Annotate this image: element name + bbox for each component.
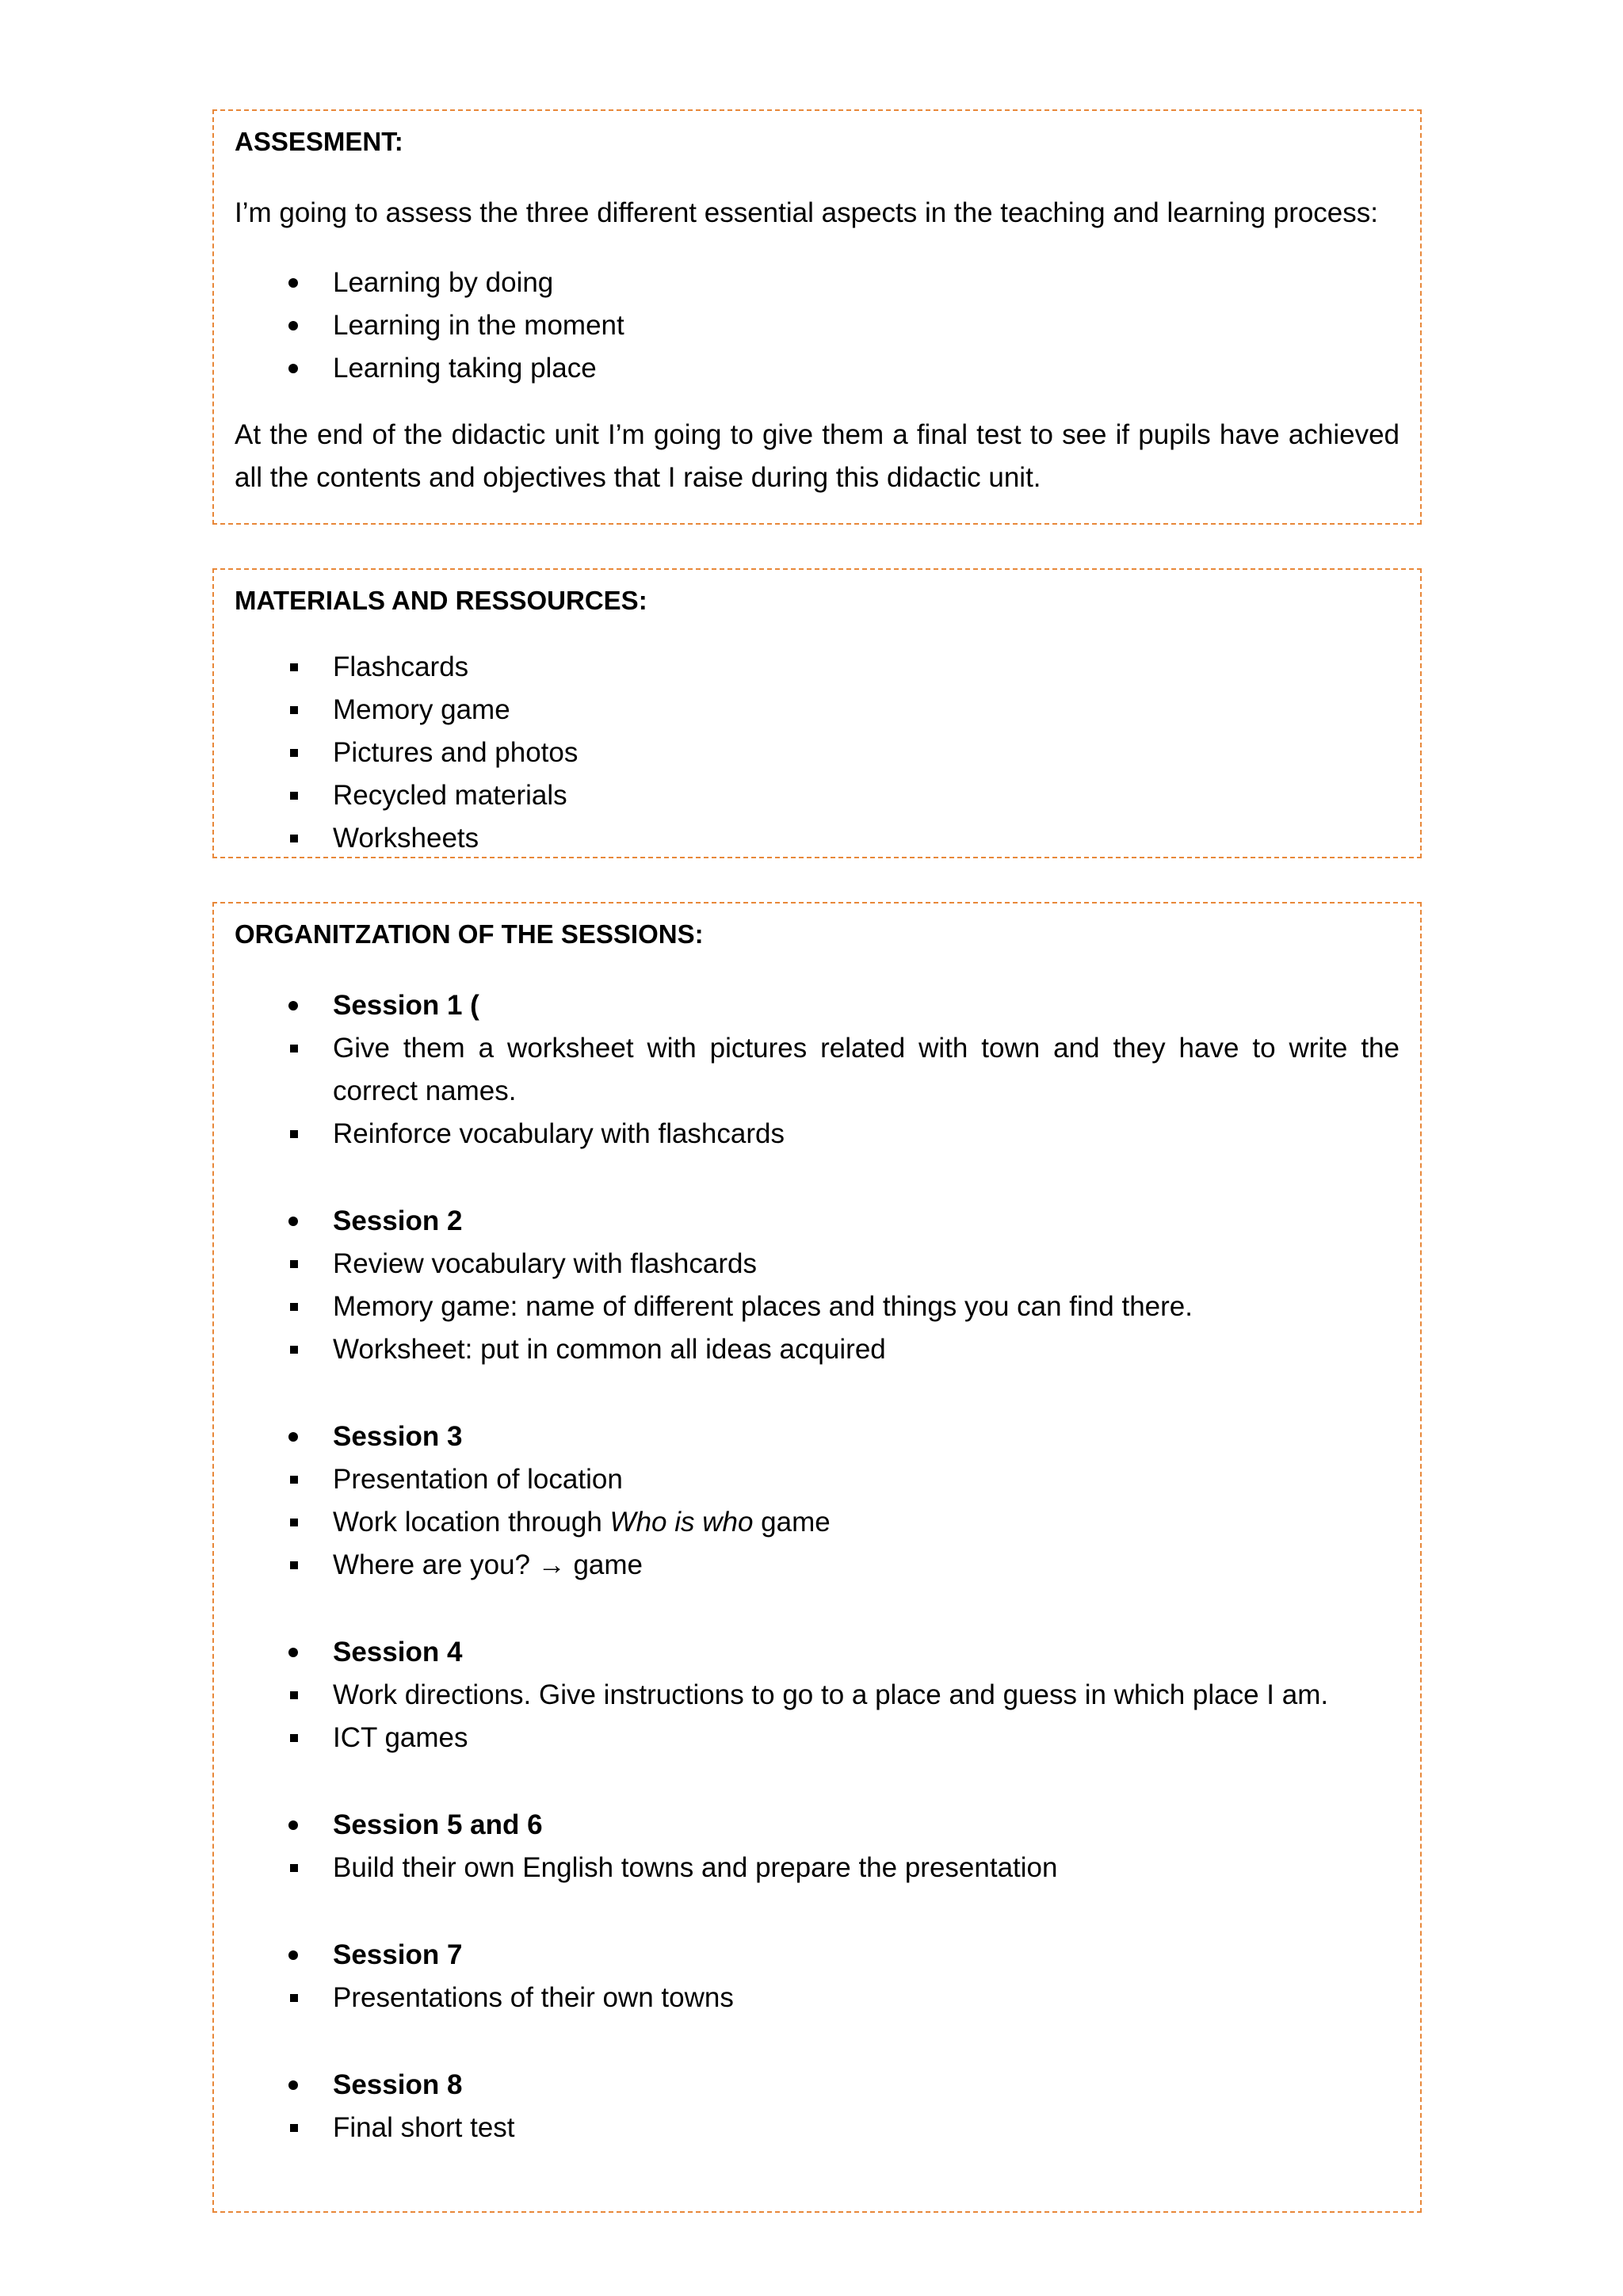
activity-item: Work directions. Give instructions to go to a place and guess in which place I am.: [235, 1674, 1400, 1717]
activity-item: Presentation of location: [235, 1458, 1400, 1501]
organization-section: [212, 902, 1422, 2213]
assessment-section: [212, 109, 1422, 525]
session-activities: [235, 1027, 1400, 1156]
session-title: Session 5 and 6: [333, 1809, 543, 1840]
activity-item: ICT games: [235, 1717, 1400, 1759]
activity-suffix: game: [753, 1507, 831, 1538]
session-title: Session 1 (: [333, 990, 479, 1021]
game-name: Who is who: [609, 1507, 754, 1538]
session-activities: [235, 1847, 1400, 1889]
materials-section: [212, 568, 1422, 858]
session-activities: [235, 1243, 1400, 1371]
list-item: Flashcards: [235, 646, 1400, 689]
organization-heading: ORGANITZATION OF THE SESSIONS:: [235, 919, 704, 949]
session-activities: [235, 1458, 1400, 1587]
session-7: [235, 1934, 1400, 2019]
session-title: Session 2: [333, 1205, 463, 1236]
activity-item: Give them a worksheet with pictures related with town and they have to write the correct names.: [235, 1027, 1400, 1113]
session-activities: [235, 1674, 1400, 1759]
session-title: Session 7: [333, 1939, 463, 1970]
activity-item: Memory game: name of different places and things you can find there.: [235, 1286, 1400, 1328]
activity-item: Reinforce vocabulary with flashcards: [235, 1113, 1400, 1156]
assessment-list: [235, 262, 1400, 390]
session-3: [235, 1415, 1400, 1587]
materials-heading: MATERIALS AND RESSOURCES:: [235, 586, 647, 615]
activity-item: Final short test: [235, 2107, 1400, 2149]
list-item: Learning by doing: [235, 262, 1400, 304]
activity-text: Work location through: [333, 1507, 610, 1538]
session-title: Session 4: [333, 1637, 463, 1668]
assessment-closing: At the end of the didactic unit I’m going to give them a final test to see if pupils have achieved all the contents and objectives that I raise during this didactic unit.: [235, 419, 1400, 493]
session-8: [235, 2064, 1400, 2149]
list-item: Learning taking place: [235, 347, 1400, 390]
activity-item: Worksheet: put in common all ideas acquired: [235, 1328, 1400, 1371]
list-item: Recycled materials: [235, 774, 1400, 817]
activity-item: [235, 1501, 1400, 1544]
sessions-list: [235, 984, 1400, 2149]
materials-list: [235, 646, 1400, 860]
session-5-6: [235, 1804, 1400, 1889]
session-title: Session 8: [333, 2069, 463, 2100]
session-activities: [235, 1977, 1400, 2019]
list-item: Memory game: [235, 689, 1400, 732]
activity-item: Where are you? → game: [235, 1544, 1400, 1587]
session-2: [235, 1200, 1400, 1371]
session-4: [235, 1631, 1400, 1759]
session-title: Session 3: [333, 1421, 463, 1452]
list-item: Worksheets: [235, 817, 1400, 860]
assessment-heading: ASSESMENT:: [235, 127, 403, 156]
session-activities: [235, 2107, 1400, 2149]
list-item: Pictures and photos: [235, 732, 1400, 774]
session-1: [235, 984, 1400, 1156]
activity-item: Presentations of their own towns: [235, 1977, 1400, 2019]
activity-item: Build their own English towns and prepare the presentation: [235, 1847, 1400, 1889]
activity-item: Review vocabulary with flashcards: [235, 1243, 1400, 1286]
list-item: Learning in the moment: [235, 304, 1400, 347]
assessment-intro: I’m going to assess the three different essential aspects in the teaching and learning process:: [235, 197, 1378, 228]
